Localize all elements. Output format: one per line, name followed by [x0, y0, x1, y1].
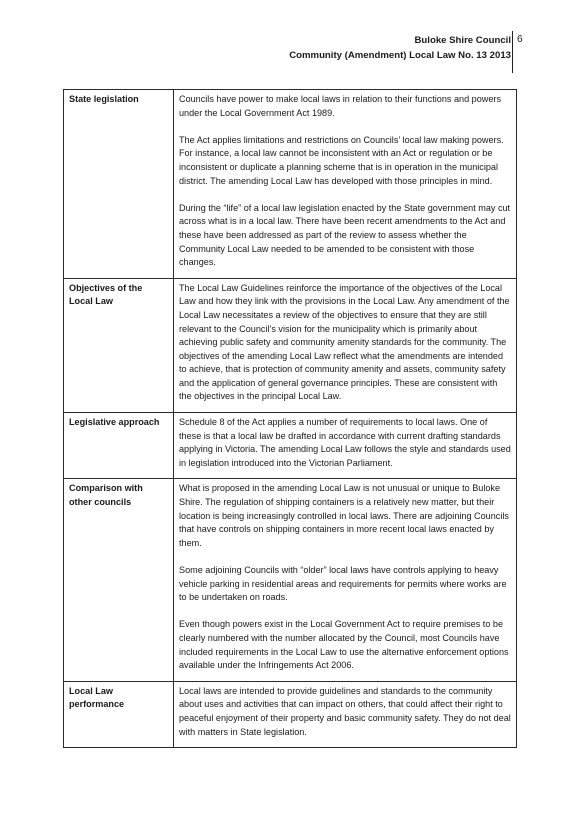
table-row: [64, 479, 517, 681]
paragraph: Some adjoining Councils with “older” local laws have controls applying to heavy vehicle parking in residential areas and requirements for permits where works are to be undertaken on roads.: [179, 565, 507, 603]
table-row: [64, 90, 517, 279]
row-body: [174, 90, 517, 279]
paragraph: Councils have power to make local laws in relation to their functions and powers under the Local Government Act 1989.: [179, 94, 501, 118]
paragraph: Even though powers exist in the Local Government Act to require premises to be clearly numbered with the number allocated by the Council, most Councils have included requirements in the Local Law to use the alternative enforcement options available under the Infringements Act 2006.: [179, 619, 509, 671]
row-label: Legislative approach: [64, 413, 174, 479]
content-table: [63, 89, 517, 748]
header-divider: [512, 31, 513, 73]
paragraph: Local laws are intended to provide guidelines and standards to the community about uses and activities that can impact on others, that could affect their right to peaceful enjoyment of their property and basic community safety. They do not deal with matters in State legislation.: [179, 685, 511, 737]
row-body: [174, 479, 517, 681]
row-body: [174, 681, 517, 747]
council-name: Buloke Shire Council: [414, 35, 511, 46]
row-body: [174, 413, 517, 479]
row-label: State legislation: [64, 90, 174, 279]
table-row: [64, 278, 517, 412]
document-header: [211, 33, 511, 63]
row-label: Comparison with other councils: [64, 479, 174, 681]
table-row: [64, 681, 517, 747]
document-title: Community (Amendment) Local Law No. 13 2013: [289, 50, 511, 61]
row-label: Objectives of the Local Law: [64, 278, 174, 412]
table-row: [64, 413, 517, 479]
paragraph: Schedule 8 of the Act applies a number of requirements to local laws. One of these is that a local law be drafted in accordance with current drafting standards applying in Victoria. The amending Local Law follows the style and standards used in legislation introduced into the Victorian Parliament.: [179, 417, 511, 468]
row-body: [174, 278, 517, 412]
page-number: 6: [517, 34, 523, 45]
row-label: Local Law performance: [64, 681, 174, 747]
paragraph: The Act applies limitations and restrictions on Councils’ local law making powers. For instance, a local law cannot be inconsistent with an Act or regulation or be inconsistent or duplicate a planning scheme that is in operation in the municipal district. The amending Local Law has developed with those principles in mind.: [179, 134, 504, 186]
paragraph: What is proposed in the amending Local Law is not unusual or unique to Buloke Shire. The regulation of shipping containers is a relatively new matter, but their location is being increasingly controlled in local laws. There are adjoining Councils that have controls on shipping containers in more recent local laws enacted by them.: [179, 483, 509, 548]
paragraph: The Local Law Guidelines reinforce the importance of the objectives of the Local Law and how they link with the provisions in the Local Law. Any amendment of the Local Law necessitates a review of the objectives to ensure that they are still relevant to the Council’s vision for the municipality which is primarily about achieving public safety and community amenity standards for the community. The objectives of the amending Local Law reflect what the amendments are intended to achieve, that is protection of community amenity and assets, community safety and the application of general governance principles. These are consistent with the objectives in the principal Local Law.: [179, 282, 510, 402]
paragraph: During the “life” of a local law legislation enacted by the State government may cut across what is in a local law. There have been recent amendments to the Act and these have been addressed as part of the review to assess whether the Community Local Law needed to be amended to be consistent with those changes.: [179, 202, 511, 268]
